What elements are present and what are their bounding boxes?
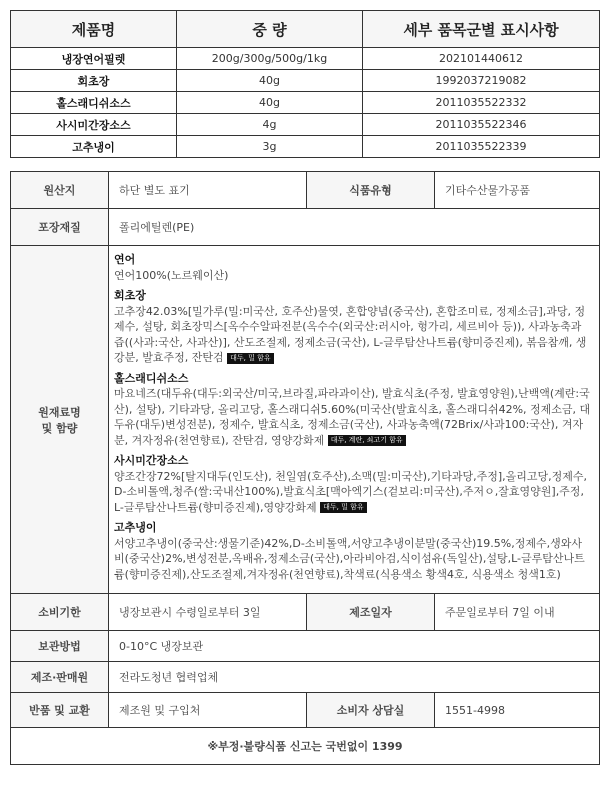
section-text: 서양고추냉이(중국산:생물기준)42%,D-소비톨액,서양고추냉이분말(중국산)19.5%,정제수,생와사비(중국산)2%,변성전분,옥배유,정제소금(국산),아라비아검,식이섬유(독일산),설탕,L-글루탐산나트륨(향미증진제),산도조절제,겨자정유(천연향료),착색료(식용색소 황색4호, 식용색소 청색1호) [114,536,585,581]
storage-row [11,631,600,662]
product-code: 2011035522346 [363,114,600,136]
origin-value: 하단 별도 표기 [109,172,307,209]
product-name: 고추냉이 [11,136,177,158]
table-header-row [11,11,600,48]
expiry-value: 냉장보관시 수령일로부터 3일 [109,594,307,631]
allergen-badge: 대두, 계란, 쇠고기 함유 [328,435,406,446]
table-row [11,70,600,92]
section-text: 고추장42.03%[밀가루(밀:미국산, 호주산)물엿, 혼합양념(중국산), 혼합조미료, 정제소금],과당, 정제수, 설탕, 회초장믹스[옥수수알파전분(옥수수(외국산:러시아, 헝가리, 세르비아 등)), 사과농축과즙((사과:국산, 사과산)], 산도조절제, 정제소금(국산), L-글루탐산나트륨(향미증진제), 볶음참깨, 생강분, 발효주정, 잔탄검 [114,304,587,364]
ingredients-label [11,246,109,594]
section-text: 양조간장72%[탈지대두(인도산), 천일염(호주산),소맥(밀:미국산),기타과당,주정],올리고당,정제수, D-소비톨액,청주(쌀:국내산100%),발효식초[맥아엑기스(겉보리:미국산),주저ㅇ,잘효영양원],주정, L-글루탐산나트륨(향미증진제),영양강화제 [114,469,587,514]
product-name: 회초장 [11,70,177,92]
section-title: 연어 [114,253,136,266]
product-name: 냉장연어필렛 [11,48,177,70]
food-label-table [10,171,600,765]
ingredient-section-salmon [114,252,591,283]
product-weight: 4g [177,114,363,136]
section-title: 홀스래디쉬소스 [114,371,189,385]
footer-row [11,728,600,765]
product-weight: 200g/300g/500g/1kg [177,48,363,70]
ingredients-label-line2: 및 함량 [41,421,78,435]
product-name: 홀스래디쉬소스 [11,92,177,114]
returns-row [11,693,600,728]
manufacturer-value: 전라도청년 협력업체 [109,662,600,693]
product-code: 202101440612 [363,48,600,70]
storage-value: 0-10°C 냉장보관 [109,631,600,662]
returns-label: 반품 및 교환 [11,693,109,728]
food-type-label: 식품유형 [307,172,435,209]
food-type-value: 기타수산물가공품 [435,172,600,209]
section-title: 고추냉이 [114,521,157,534]
product-code: 2011035522339 [363,136,600,158]
manufacture-date-value: 주문일로부터 7일 이내 [435,594,600,631]
section-text: 연어100%(노르웨이산) [114,268,229,282]
ingredient-section-wasabi [114,520,591,582]
returns-value: 제조원 및 구입처 [109,693,307,728]
ingredients-row [11,246,600,594]
consumer-counsel-value: 1551-4998 [435,693,600,728]
allergen-badge: 대두, 밀 함유 [227,353,274,364]
header-product-name: 제품명 [11,11,177,48]
packaging-value: 폴리에틸렌(PE) [109,209,600,246]
ingredient-section-horseradish [114,371,591,449]
manufacture-date-label: 제조일자 [307,594,435,631]
product-name: 사시미간장소스 [11,114,177,136]
consumer-counsel-label: 소비자 상담실 [307,693,435,728]
table-row [11,114,600,136]
origin-label: 원산지 [11,172,109,209]
table-row [11,92,600,114]
ingredient-section-soy-sauce [114,453,591,515]
section-title: 회초장 [114,289,146,302]
product-weight-table [10,10,600,158]
product-code: 1992037219082 [363,70,600,92]
section-body [114,469,591,516]
origin-row [11,172,600,209]
report-notice: ※부정·불량식품 신고는 국번없이 1399 [11,728,600,765]
manufacturer-row [11,662,600,693]
packaging-row [11,209,600,246]
ingredient-section-chojang [114,288,591,366]
ingredients-label-line1: 원재료명 [38,405,81,419]
section-body [114,386,591,448]
section-text: 마요네즈(대두유(대두:외국산/미국,브라질,파라과이산), 발효식초(주정, 발효영양원),난백액(계란:국산), 설탕), 기타과당, 올리고당, 홀스래디쉬5.60%(미국산(발효식초, 홀스래디쉬42%, 정제소금, 대두유(대두)변성전분), 정제수, 발효식초, 정제소금(국산), 사과농축액(72Brix/사과100:국산), 겨자분, 겨자정유(천연향료), 잔탄검, 영양강화제 [114,387,591,447]
packaging-label: 포장재질 [11,209,109,246]
section-title: 사시미간장소스 [114,454,189,467]
allergen-badge: 대두, 밀 함유 [320,502,367,513]
table-row [11,136,600,158]
section-body [114,304,591,366]
expiry-row [11,594,600,631]
product-code: 2011035522332 [363,92,600,114]
header-detail-label: 세부 품목군별 표시사항 [363,11,600,48]
ingredients-content [109,246,600,594]
storage-label: 보관방법 [11,631,109,662]
header-weight: 중 량 [177,11,363,48]
product-weight: 3g [177,136,363,158]
manufacturer-label: 제조·판매원 [11,662,109,693]
product-weight: 40g [177,92,363,114]
expiry-label: 소비기한 [11,594,109,631]
table-row [11,48,600,70]
product-weight: 40g [177,70,363,92]
